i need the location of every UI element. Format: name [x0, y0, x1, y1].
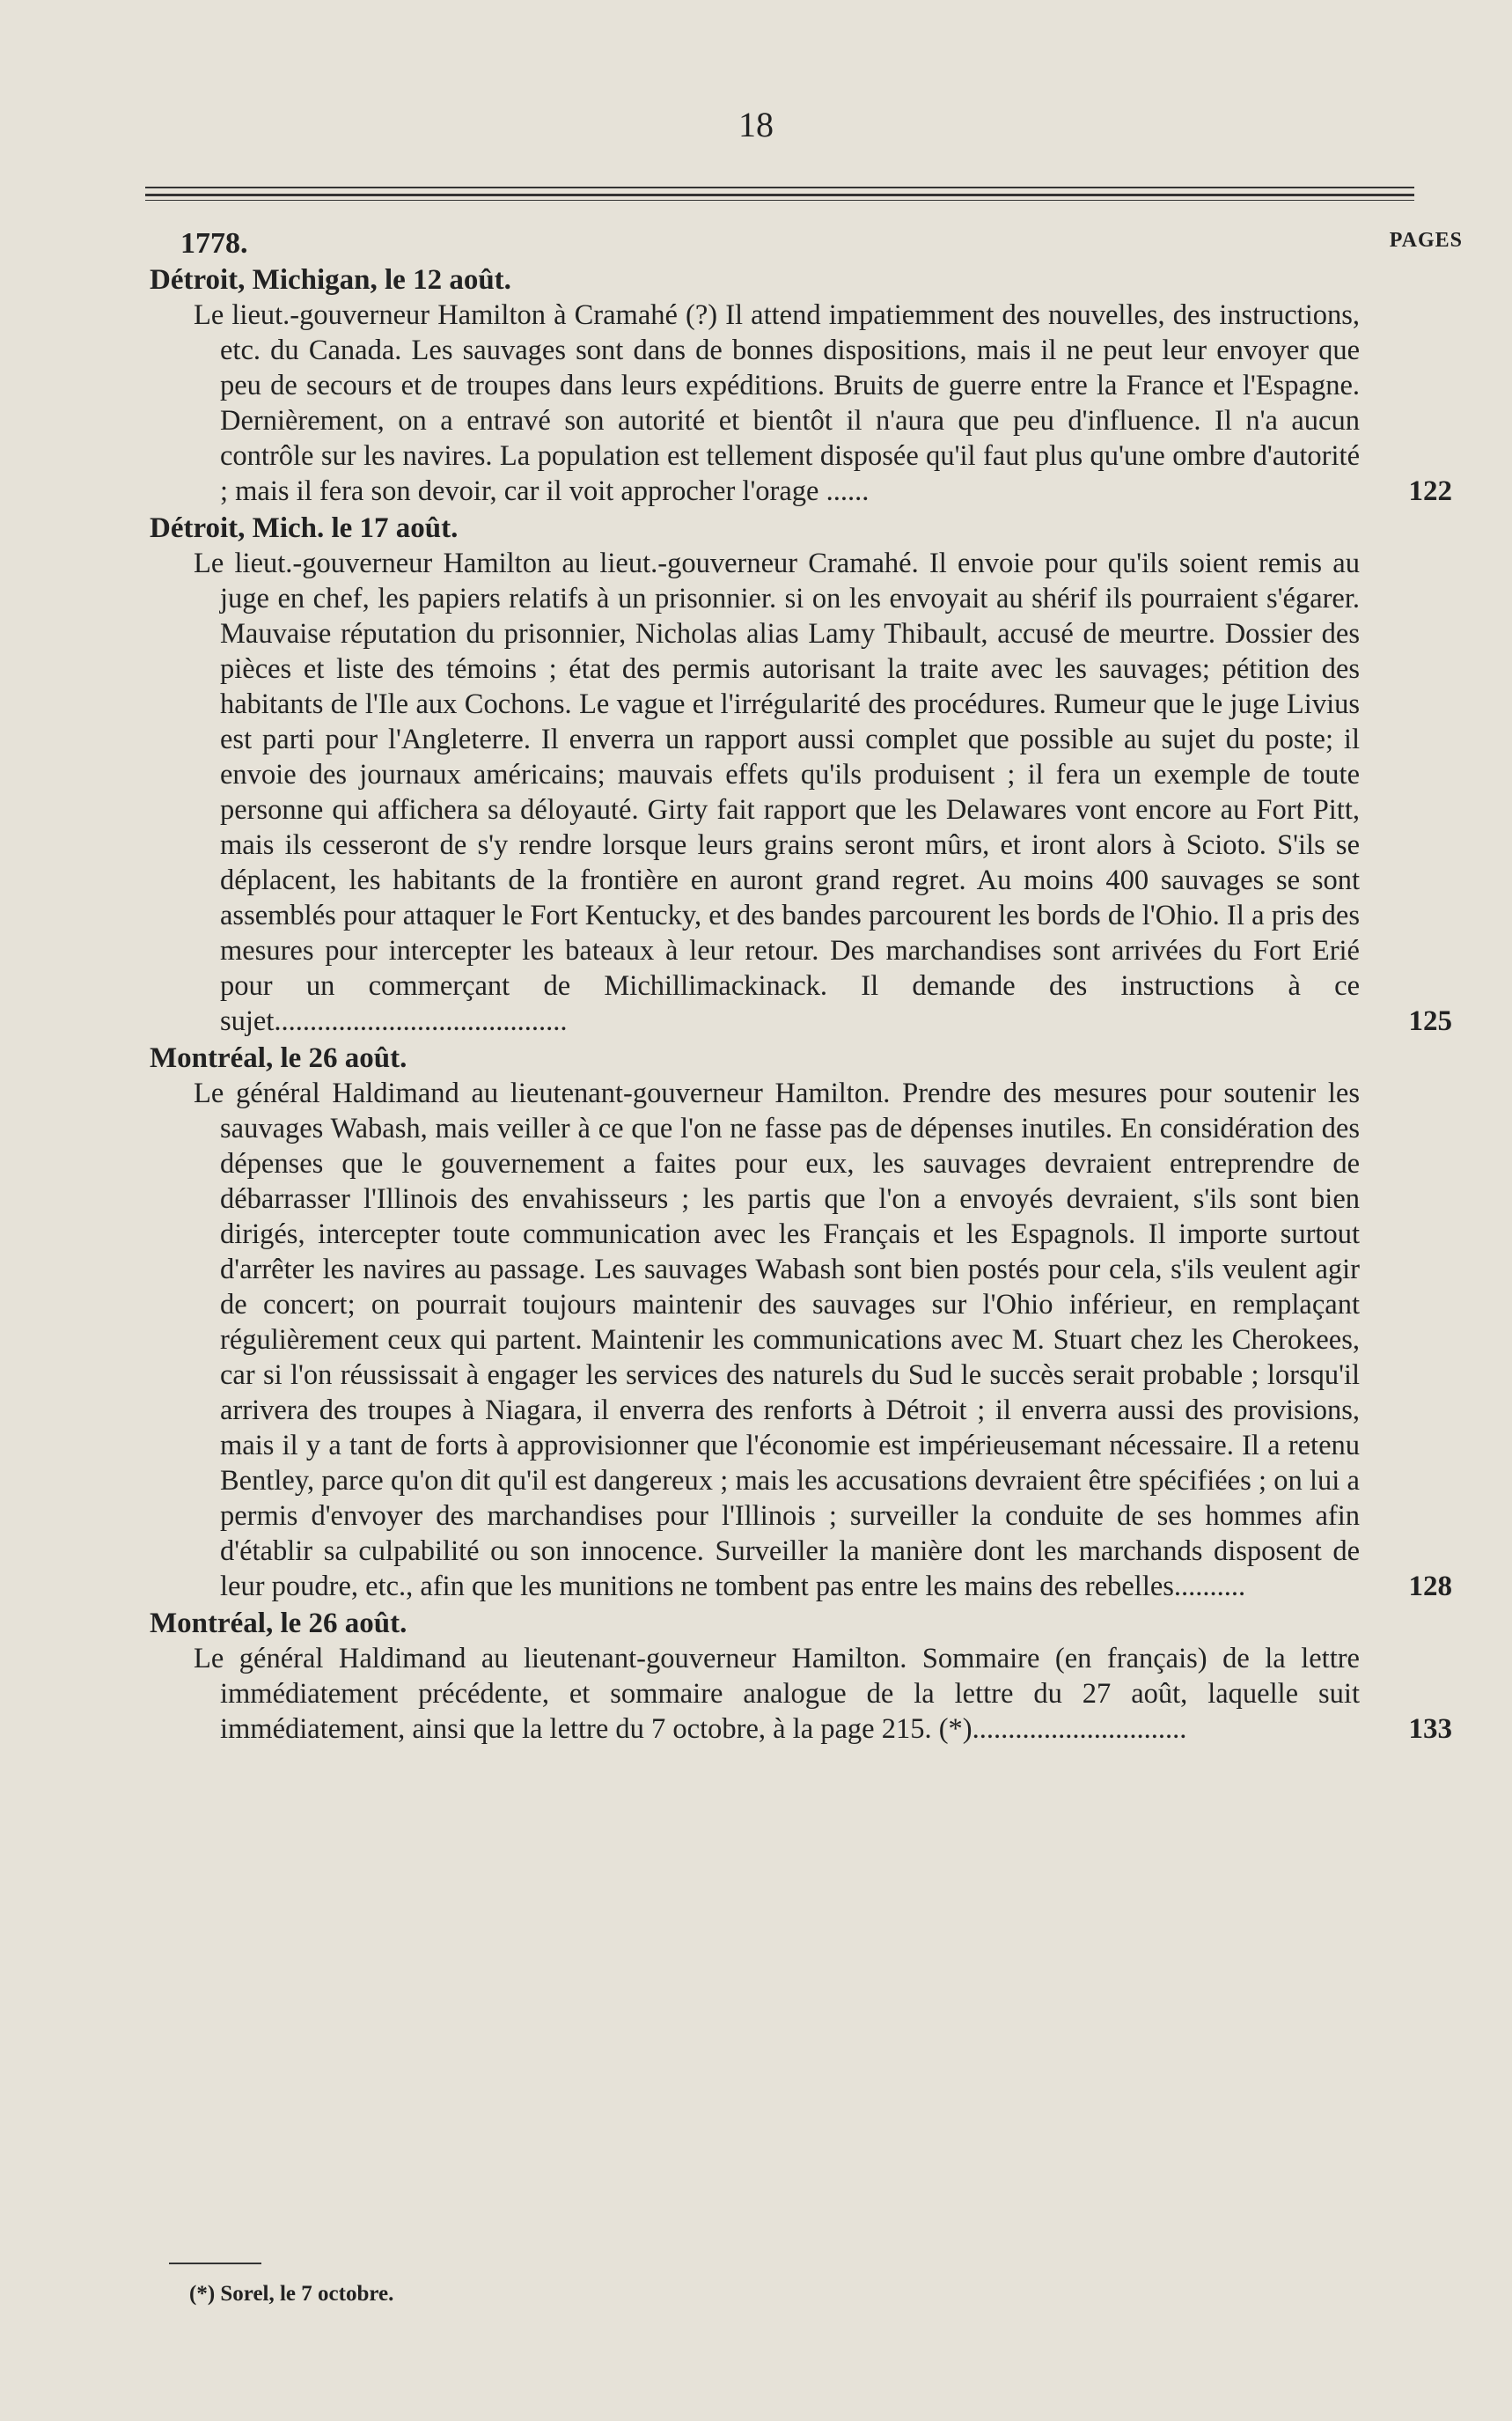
entry-place-date: Montréal, le 26 août.: [150, 1608, 407, 1639]
page-number: 18: [738, 105, 774, 144]
entry-page-reference: 122: [1408, 475, 1452, 507]
entry-summary: Le lieut.-gouverneur Hamilton à Cramahé (?) Il attend impatiemment des nouvelles, des instructions, etc. du Canada. Les sauvages sont dans de bonnes dispositions, mais il ne peut leur envoyer que peu de secours et de troupes dans leurs expéditions. Bruits de guerre entre la France et l'Espagne. Dernièrement, on a entravé son autorité et bientôt il n'aura que peu d'influence. Il n'a aucun contrôle sur les navires. La population est tellement disposée qu'il faut plus qu'une ombre d'autorité ; mais il fera son devoir, car il voit approcher l'orage ......: [194, 299, 1360, 507]
calendar-entry: [150, 262, 1452, 509]
year-heading: 1778.: [180, 227, 248, 260]
header-rule: [145, 187, 1414, 188]
footnote-rule: [169, 2263, 261, 2264]
pages-column-header: PAGES: [1389, 229, 1463, 252]
calendar-entry: [150, 511, 1452, 1039]
footnote: (*) Sorel, le 7 octobre.: [189, 2282, 394, 2306]
entry-place-date: Détroit, Michigan, le 12 août.: [150, 264, 511, 296]
entry-place-date: Détroit, Mich. le 17 août.: [150, 512, 459, 544]
header-rule: [145, 194, 1414, 196]
entry-place-date: Montréal, le 26 août.: [150, 1042, 407, 1074]
calendar-entry: [150, 1606, 1452, 1747]
entry-summary: Le général Haldimand au lieutenant-gouverneur Hamilton. Prendre des mesures pour soutenir les sauvages Wabash, mais veiller à ce que l'on ne fasse pas de dépenses inutiles. En considération des dépenses que le gouvernement a faites pour eux, les sauvages devraient entreprendre de débarrasser l'Illinois des envahisseurs ; les partis que l'on a envoyés devraient, s'ils sont bien dirigés, intercepter toute communication avec les Français et les Espagnols. Il importe surtout d'arrêter les navires au passage. Les sauvages Wabash sont bien postés pour cela, s'ils veulent agir de concert; on pourrait toujours maintenir des sauvages sur l'Ohio inférieur, en remplaçant régulièrement ceux qui partent. Maintenir les communications avec M. Stuart chez les Cherokees, car si l'on réussissait à engager les services des naturels du Sud le succès serait probable ; lorsqu'il arrivera des troupes à Niagara, il enverra des renforts à Détroit ; il enverra aussi des provisions, mais il y a tant de forts à approvisionner que l'économie est impérieusemant nécessaire. Il a retenu Bentley, parce qu'on dit qu'il est dangereux ; mais les accusations devraient être spécifiées ; on lui a permis d'envoyer des marchandises pour l'Illinois ; surveiller la conduite de ses hommes afin d'établir sa culpabilité ou son innocence. Surveiller la manière dont les marchands disposent de leur poudre, etc., afin que les munitions ne tombent pas entre les mains des rebelles..........: [194, 1078, 1360, 1602]
header-rule: [145, 200, 1414, 201]
entry-page-reference: 125: [1408, 1005, 1452, 1037]
entry-page-reference: 128: [1408, 1571, 1452, 1602]
entry-page-reference: 133: [1408, 1713, 1452, 1745]
calendar-entry: [150, 1041, 1452, 1604]
entry-summary: Le lieut.-gouverneur Hamilton au lieut.-gouverneur Cramahé. Il envoie pour qu'ils soient remis au juge en chef, les papiers relatifs à un prisonnier. si on les envoyait au shérif ils pourraient s'égarer. Mauvaise réputation du prisonnier, Nicholas alias Lamy Thibault, accusé de meurtre. Dossier des pièces et liste des témoins ; état des permis autorisant la traite avec les sauvages; pétition des habitants de l'Ile aux Cochons. Le vague et l'irrégularité des procédures. Rumeur que le juge Livius est parti pour l'Angleterre. Il enverra un rapport aussi complet que possible au sujet du poste; il envoie des journaux américains; mauvais effets qu'ils produisent ; il fera un exemple de toute personne qui affichera sa déloyauté. Girty fait rapport que les Delawares vont encore au Fort Pitt, mais ils cesseront de s'y rendre lorsque leurs grains seront mûrs, et iront alors à Scioto. S'ils se déplacent, les habitants de la frontière en auront grand regret. Au moins 400 sauvages se sont assemblés pour attaquer le Fort Kentucky, et des bandes parcourent les bords de l'Ohio. Il a pris des mesures pour intercepter les bateaux à leur retour. Des marchandises sont arrivées du Fort Erié pour un commerçant de Michillimackinack. Il demande des instructions à ce sujet.........................................: [194, 548, 1360, 1037]
calendar-entries: [150, 262, 1452, 1748]
entry-summary: Le général Haldimand au lieutenant-gouverneur Hamilton. Sommaire (en français) de la lettre immédiatement précédente, et sommaire analogue de la lettre du 27 août, laquelle suit immédiatement, ainsi que la lettre du 7 octobre, à la page 215. (*)..............................: [194, 1643, 1360, 1745]
